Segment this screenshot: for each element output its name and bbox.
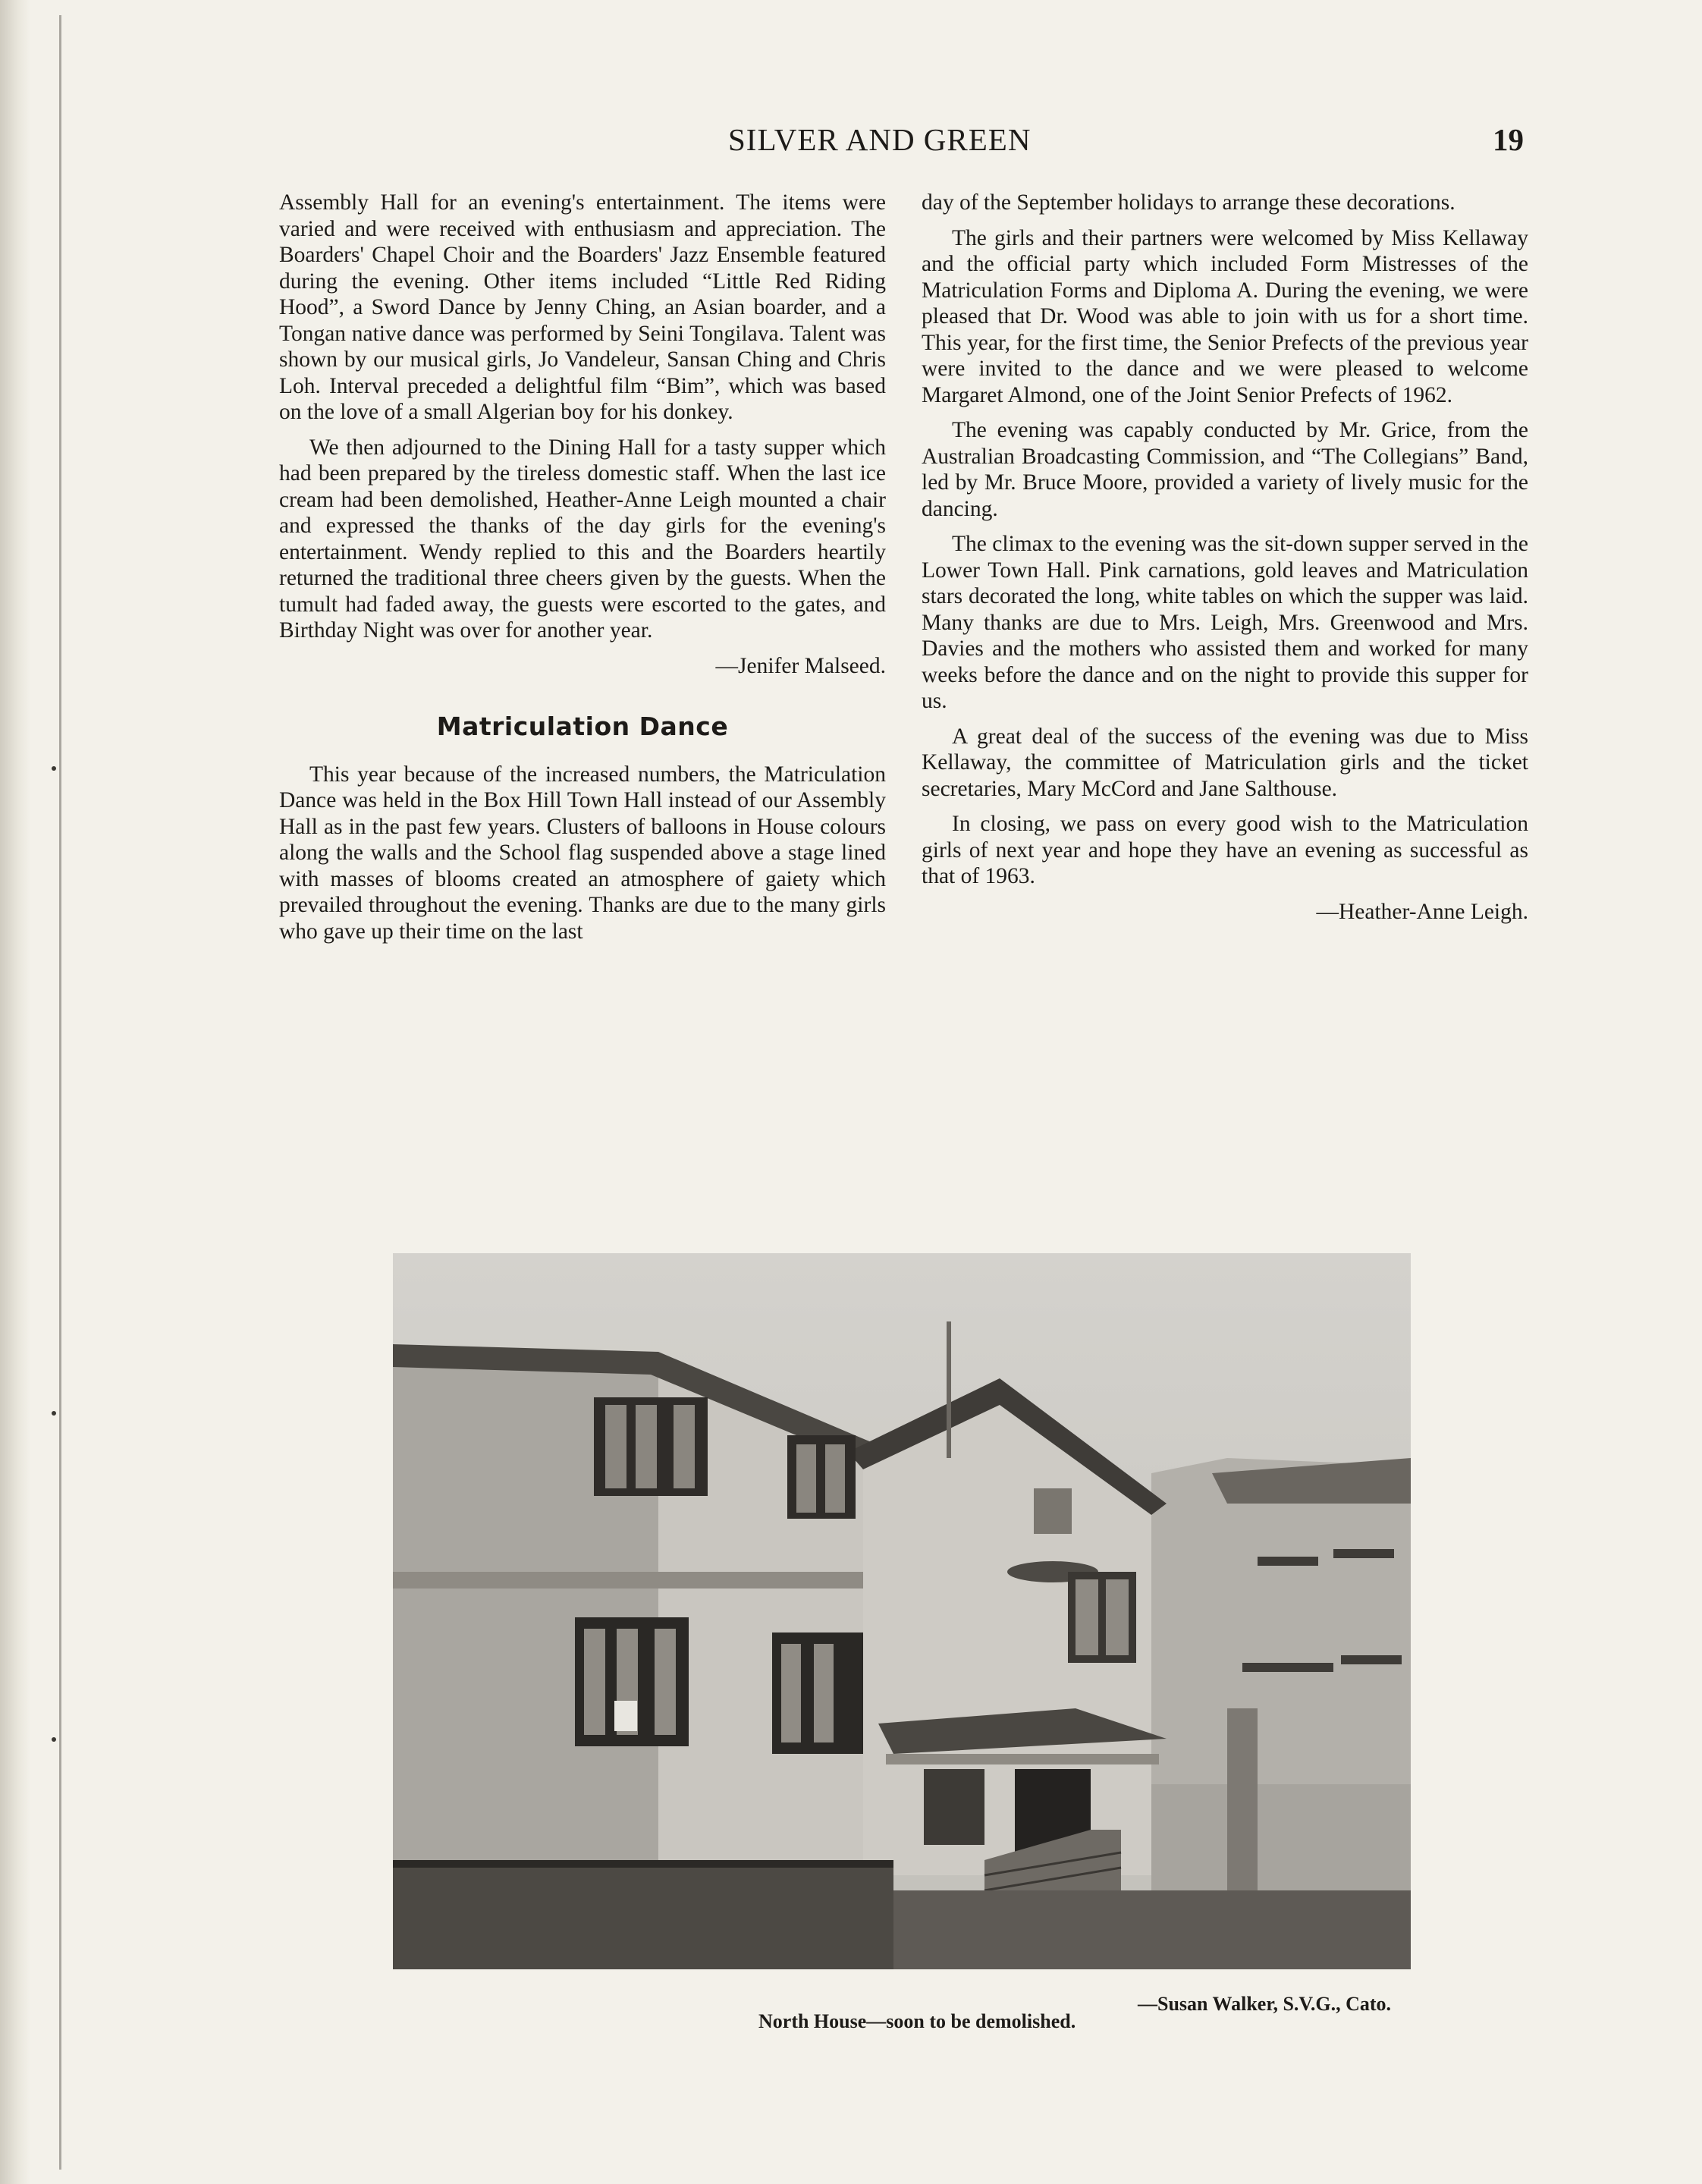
page-binding-shadow [0, 0, 30, 2184]
running-header: SILVER AND GREEN [728, 122, 1032, 157]
paragraph: This year because of the increased numbers, the Matriculation Dance was held in the Box Hill Town Hall instead of our Assembly Hall as in the past few years. Clusters of balloons in House colours along the walls and the School flag suspended above a stage lined with masses of blooms created an atmosphere of gaiety which prevailed throughout the evening. Thanks are due to the many girls who gave up their time on the last [279, 762, 886, 944]
photo-credit: —Susan Walker, S.V.G., Cato. [1138, 1993, 1392, 2015]
north-house-photo [393, 1253, 1411, 1969]
paragraph: The climax to the evening was the sit-down supper served in the Lower Town Hall. Pink carnations, gold leaves and Matriculation stars decorated the long, white tables on which the supper was laid. Many thanks are due to Mrs. Leigh, Mrs. Greenwood and Mrs. Davies and the mothers who assisted them and worked for many weeks before the dance and on the night to provide this supper for us. [922, 532, 1528, 713]
paragraph: day of the September holidays to arrange these decorations. [922, 190, 1455, 215]
photo-caption: North House—soon to be demolished. [758, 2010, 1076, 2032]
right-column [922, 190, 1528, 934]
paragraph: In closing, we pass on every good wish to the Matriculation girls of next year and hope they have an evening as successful as that of 1963. [922, 812, 1528, 888]
binding-mark [52, 766, 56, 771]
author-signature: —Jenifer Malseed. [715, 653, 886, 678]
paragraph: We then adjourned to the Dining Hall for a tasty supper which had been prepared by the tireless domestic staff. When the last ice cream had been demolished, Heather-Anne Leigh mounted a chair and expressed the thanks of the day girls for the evening's entertainment. Wendy replied to this and the Boarders heartily returned the traditional three cheers given by the guests. When the tumult had faded away, the guests were escorted to the gates, and Birthday Night was over for another year. [279, 435, 886, 643]
left-column [279, 190, 886, 954]
paragraph: The evening was capably conducted by Mr. Grice, from the Australian Broadcasting Commission, and “The Collegians” Band, led by Mr. Bruce Moore, provided a variety of lively music for the dancing. [922, 418, 1528, 521]
author-signature: —Heather-Anne Leigh. [1316, 899, 1528, 924]
paragraph: The girls and their partners were welcomed by Miss Kellaway and the official party which included Form Mistresses of the Matriculation Forms and Diploma A. During the evening, we were pleased that Dr. Wood was able to join with us for a short time. This year, for the first time, the Senior Prefects of the previous year were invited to the dance and we were pleased to welcome Margaret Almond, one of the Joint Senior Prefects of 1962. [922, 225, 1528, 407]
page-number: 19 [1493, 122, 1524, 157]
binding-mark [52, 1737, 56, 1742]
binding-mark [52, 1411, 56, 1416]
binding-line [59, 15, 61, 2170]
paragraph: A great deal of the success of the evening was due to Miss Kellaway, the committee of Matriculation girls and the ticket secretaries, Mary McCord and Jane Salthouse. [922, 724, 1528, 801]
paragraph: Assembly Hall for an evening's entertainment. The items were varied and were received with enthusiasm and appreciation. The Boarders' Chapel Choir and the Boarders' Jazz Ensemble featured during the evening. Other items included “Little Red Riding Hood”, a Sword Dance by Jenny Ching, an Asian boarder, and a Tongan native dance was performed by Seini Tongilava. Talent was shown by our musical girls, Jo Vandeleur, Sansan Ching and Chris Loh. Interval preceded a delightful film “Bim”, which was based on the love of a small Algerian boy for his donkey. [279, 190, 886, 424]
section-heading: Matriculation Dance [436, 712, 729, 741]
